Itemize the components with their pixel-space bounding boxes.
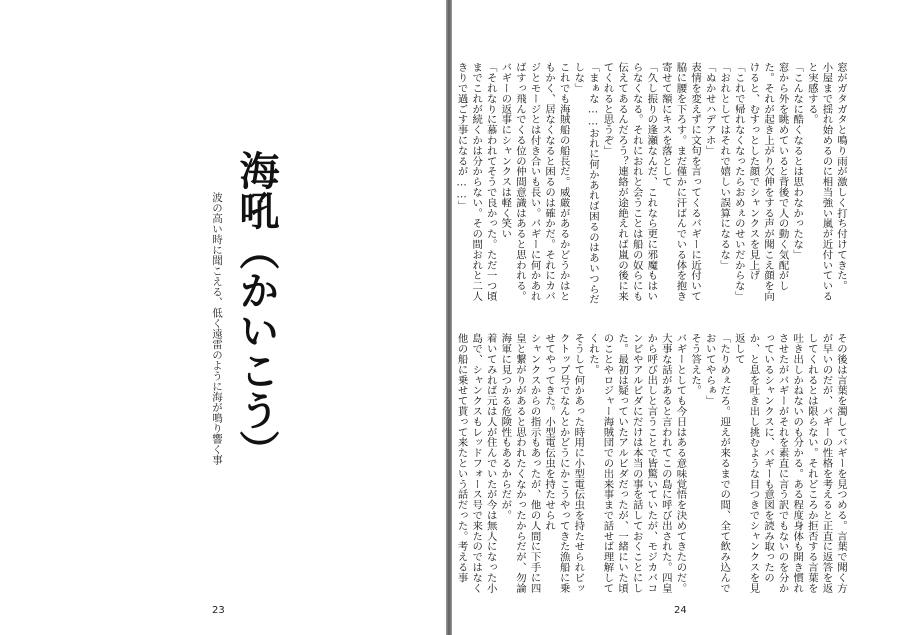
chapter-subtitle: 波の高い時に聞こえる、低く遠雷のように海が鳴り響く事 bbox=[211, 192, 223, 465]
paragraph: 「たりめぇだろ。迎えが来るまでの間、全て飲み込んでおいてやらぁ」 bbox=[703, 333, 731, 593]
paragraph: 表情を変えずに文句を言ってくるバギーに近付いて脇に腰を下ろす。まだ僅かに汗ばんでいる体を抱き寄せて額にキスを落として bbox=[659, 62, 702, 302]
paragraph: バギーの返事にシャンクスは軽く笑い bbox=[499, 62, 512, 239]
page-number-right: 24 bbox=[674, 605, 687, 616]
paragraph: これでも海賊船の船長だ。威厳があるかどうかはともかく、居なくなると困るのは確かだ。それにカバジとモージとは付き合いも長い。バギーに何かあればすっ飛んでくる位の仲間意識はあると思われる。 bbox=[513, 62, 570, 302]
paragraph: バギーとしても今日はある意味覚悟を決めてきたのだ。大事な話があると言われてこの島に呼び出された。四皇から呼び出しと言うことで皆驚いていたが、モジカバコンビやアルビダにだけは本当の事を話しておくことにした。最初は疑っていたアルビダだったが、一緒にいた頃のことやロジャー海賊団での出来事まで話せば理解してくれた。 bbox=[586, 333, 687, 593]
paragraph: その後は言葉を濁してバギーを見つめる。言葉で聞く方が早いのだが、バギーの性格を考えると正直に返答を返してくれるとは限らない。それどころか拒否する言葉を吐き出しかねないのも分かる。ある程度身体も開き慣れさせたがバギーがそれを素直に言う訳でもないのを分かっているシャンクスに、バギーも意図を読み取ったのか、と息を吐き出し挑むような目つきでシャンクスを見返して bbox=[732, 333, 847, 593]
right-page bbox=[452, 0, 900, 635]
paragraph: そう答えた。 bbox=[689, 333, 702, 396]
paragraph: 着いてみれば元は人が住んでいたが今は無人になった小島で、シャンクスもレッドフォース号で来たのではなく他の船に乗せて貰って来たという話だった。考える事 bbox=[455, 333, 497, 593]
chapter-title: 海吼（かいこう） bbox=[233, 150, 280, 470]
page-number-left: 23 bbox=[212, 605, 225, 616]
paragraph: 窓がガタガタと鳴り雨が激しく打ち付けてきた。 bbox=[835, 62, 847, 291]
paragraph: 「おれとしてはそれで嬉しい誤算になるな」 bbox=[718, 62, 731, 270]
left-page bbox=[0, 0, 446, 635]
body-text-upper bbox=[455, 62, 848, 306]
paragraph: 「久し振りの逢瀬なんだ、これなら更に邪魔もはいらなくなる。それにおれと会うことは船の奴らにも伝えてあるんだろう？連絡が途絶えれば嵐の後に来てくれると思うぞ」 bbox=[601, 62, 658, 302]
paragraph: 「これで帰れなくなったらおめぇのせいだからな」 bbox=[732, 62, 745, 302]
paragraph: 小屋まで揺れ始めるのに相当強い嵐が近付いていると実感する。 bbox=[805, 62, 833, 302]
paragraph: 窓から外を眺めていると背後で人の動く気配がした。それが起き上がり欠伸をする声が聞こえ顔を向けると、むすっとした顔でシャンクスを見上げ bbox=[747, 62, 789, 302]
body-text-lower bbox=[455, 333, 848, 595]
chapter-heading bbox=[188, 150, 298, 470]
paragraph: シャンクスからの指示もあったが、他の人間に下手に四皇と繋がりがあると思われたくなかったからだが、勿論海軍に見つかる危険性もあるからだが。 bbox=[499, 333, 541, 593]
paragraph: 「まぁな……おれに何かあれば困るのはあいつらだしな」 bbox=[572, 62, 599, 305]
paragraph: そうして何かあった時用に小型電伝虫を持たせられビックトップ号でなんとかどうにかこうやってきた漁船に乗せてやってきた。小型電伝虫を持たせられ bbox=[543, 333, 585, 593]
paragraph: 「それなりに慕われてそうで良かった。ただ一つ頃までこれが続くかは分からない。その間おれと二人きりで過ごす事になるが……」 bbox=[455, 62, 497, 302]
paragraph: 「こんなに酷くなるとは思わなかったな」 bbox=[791, 62, 804, 260]
paragraph: 「ぬかせハデアホ」 bbox=[703, 62, 716, 156]
